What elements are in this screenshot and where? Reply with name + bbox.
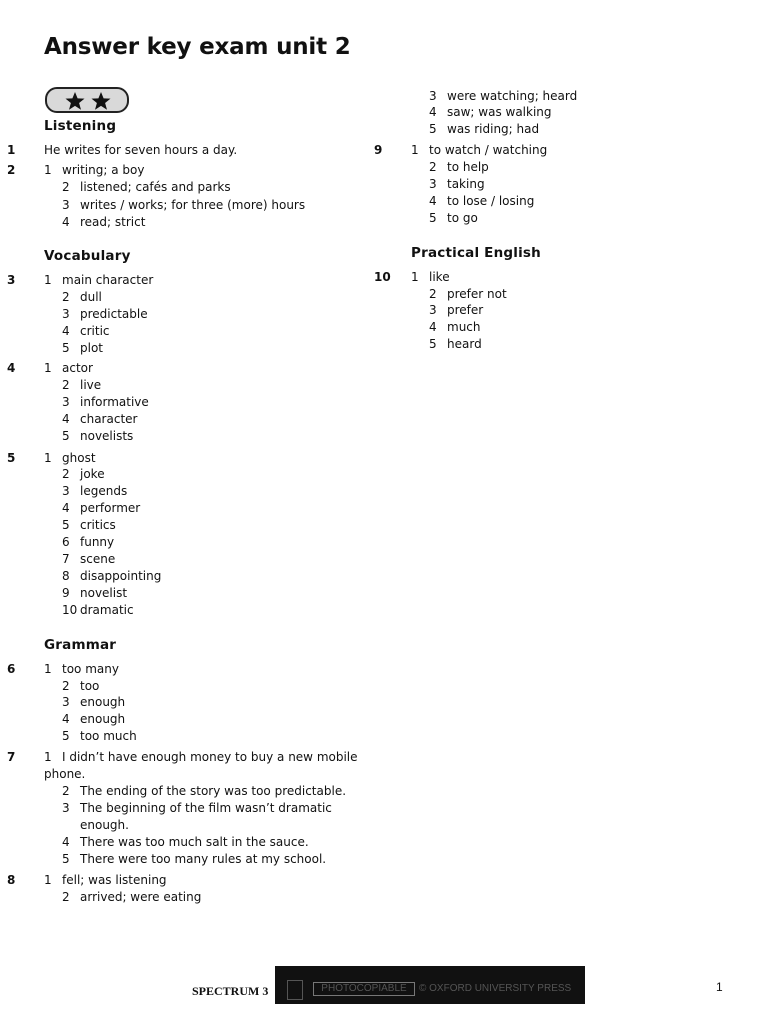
question-number: 4 [7, 361, 16, 375]
item-number: 1 [44, 451, 52, 465]
item-number: 3 [429, 89, 437, 103]
question-number: 8 [7, 873, 16, 887]
question-number: 1 [7, 143, 16, 157]
answer-text: too [80, 679, 100, 693]
answer-text: actor [62, 361, 93, 375]
question-number: 6 [7, 662, 16, 676]
item-number: 10 [62, 603, 78, 617]
answer-text: ghost [62, 451, 96, 465]
answer-text: plot [80, 341, 103, 355]
item-number: 5 [429, 337, 437, 351]
item-number: 1 [44, 361, 52, 375]
star-rating-badge [45, 87, 129, 113]
item-number: 2 [62, 784, 70, 798]
item-number: 4 [62, 412, 70, 426]
answer-text: fell; was listening [62, 873, 167, 887]
answer-text: main character [62, 273, 154, 287]
item-number: 2 [62, 180, 70, 194]
answer-text: too much [80, 729, 137, 743]
star-icon [65, 91, 113, 111]
item-number: 8 [62, 569, 70, 583]
answer-text: was riding; had [447, 122, 540, 136]
answer-text: character [80, 412, 138, 426]
answer-text: disappointing [80, 569, 162, 583]
footer-book-title: SPECTRUM 3 [192, 984, 269, 998]
answer-text: critic [80, 324, 110, 338]
question-number: 5 [7, 451, 16, 465]
footer-banner [275, 966, 585, 1004]
answer-text: enough [80, 712, 126, 726]
item-number: 2 [429, 160, 437, 174]
photocopiable-label: PHOTOCOPIABLE [313, 982, 415, 996]
item-number: 5 [429, 122, 437, 136]
item-number: 7 [62, 552, 70, 566]
answer-text: listened; cafés and parks [80, 180, 231, 194]
answer-text: funny [80, 535, 115, 549]
answer-text: to go [447, 211, 478, 225]
item-number: 1 [411, 270, 419, 284]
item-number: 3 [62, 307, 70, 321]
item-number: 4 [62, 215, 70, 229]
item-number: 9 [62, 586, 70, 600]
item-number: 3 [429, 177, 437, 191]
answer-text: He writes for seven hours a day. [44, 143, 238, 157]
section-heading-listening: Listening [44, 118, 117, 134]
item-number: 2 [62, 890, 70, 904]
section-heading-grammar: Grammar [44, 637, 117, 653]
answer-text: legends [80, 484, 128, 498]
book-icon [287, 980, 303, 1000]
answer-text: performer [80, 501, 141, 515]
item-number: 4 [62, 324, 70, 338]
item-number: 5 [62, 341, 70, 355]
item-number: 2 [62, 290, 70, 304]
answer-text: The ending of the story was too predictable. [80, 784, 347, 798]
answer-text: to watch / watching [429, 143, 548, 157]
item-number: 5 [62, 852, 70, 866]
item-number: 6 [62, 535, 70, 549]
answer-text: much [447, 320, 481, 334]
item-number: 4 [62, 835, 70, 849]
answer-text: live [80, 378, 102, 392]
answer-text: prefer [447, 303, 484, 317]
item-number: 3 [62, 801, 70, 815]
answer-text-continued: phone. [44, 767, 86, 781]
answer-text: predictable [80, 307, 148, 321]
item-number: 1 [44, 750, 52, 764]
answer-text: to help [447, 160, 489, 174]
answer-text: There was too much salt in the sauce. [80, 835, 309, 849]
item-number: 5 [62, 729, 70, 743]
answer-text: writes / works; for three (more) hours [80, 198, 306, 212]
item-number: 2 [62, 378, 70, 392]
item-number: 4 [62, 501, 70, 515]
answer-text: to lose / losing [447, 194, 535, 208]
copyright-text: © OXFORD UNIVERSITY PRESS [419, 983, 572, 994]
item-number: 3 [62, 198, 70, 212]
answer-text: The beginning of the film wasn’t dramatic [80, 801, 332, 815]
page-number: 1 [716, 980, 723, 994]
item-number: 2 [62, 679, 70, 693]
answer-text: read; strict [80, 215, 146, 229]
item-number: 5 [429, 211, 437, 225]
item-number: 2 [429, 287, 437, 301]
answer-text: dull [80, 290, 102, 304]
item-number: 4 [429, 194, 437, 208]
page-title: Answer key exam unit 2 [44, 34, 351, 60]
answer-text: arrived; were eating [80, 890, 202, 904]
question-number: 3 [7, 273, 16, 287]
answer-text: There were too many rules at my school. [80, 852, 327, 866]
question-number: 9 [374, 143, 383, 157]
answer-text: dramatic [80, 603, 134, 617]
answer-text: heard [447, 337, 482, 351]
item-number: 4 [429, 320, 437, 334]
item-number: 5 [62, 429, 70, 443]
item-number: 4 [62, 712, 70, 726]
answer-text: saw; was walking [447, 105, 552, 119]
answer-text: informative [80, 395, 149, 409]
item-number: 3 [62, 695, 70, 709]
answer-text: novelists [80, 429, 134, 443]
answer-text: prefer not [447, 287, 507, 301]
answer-text-continued: enough. [80, 818, 129, 832]
answer-text: like [429, 270, 450, 284]
answer-text: novelist [80, 586, 128, 600]
section-heading-vocabulary: Vocabulary [44, 248, 131, 264]
answer-text: joke [80, 467, 105, 481]
item-number: 1 [411, 143, 419, 157]
answer-text: I didn’t have enough money to buy a new mobile [62, 750, 358, 764]
item-number: 1 [44, 273, 52, 287]
item-number: 4 [429, 105, 437, 119]
question-number: 7 [7, 750, 16, 764]
section-heading-practical-english: Practical English [411, 245, 541, 261]
item-number: 1 [44, 662, 52, 676]
question-number: 10 [374, 270, 391, 284]
answer-text: too many [62, 662, 119, 676]
answer-text: enough [80, 695, 126, 709]
answer-text: scene [80, 552, 116, 566]
answer-text: taking [447, 177, 485, 191]
item-number: 3 [62, 484, 70, 498]
item-number: 3 [429, 303, 437, 317]
item-number: 2 [62, 467, 70, 481]
question-number: 2 [7, 163, 16, 177]
item-number: 5 [62, 518, 70, 532]
answer-text: writing; a boy [62, 163, 145, 177]
item-number: 1 [44, 873, 52, 887]
answer-text: critics [80, 518, 116, 532]
answer-text: were watching; heard [447, 89, 578, 103]
item-number: 3 [62, 395, 70, 409]
item-number: 1 [44, 163, 52, 177]
